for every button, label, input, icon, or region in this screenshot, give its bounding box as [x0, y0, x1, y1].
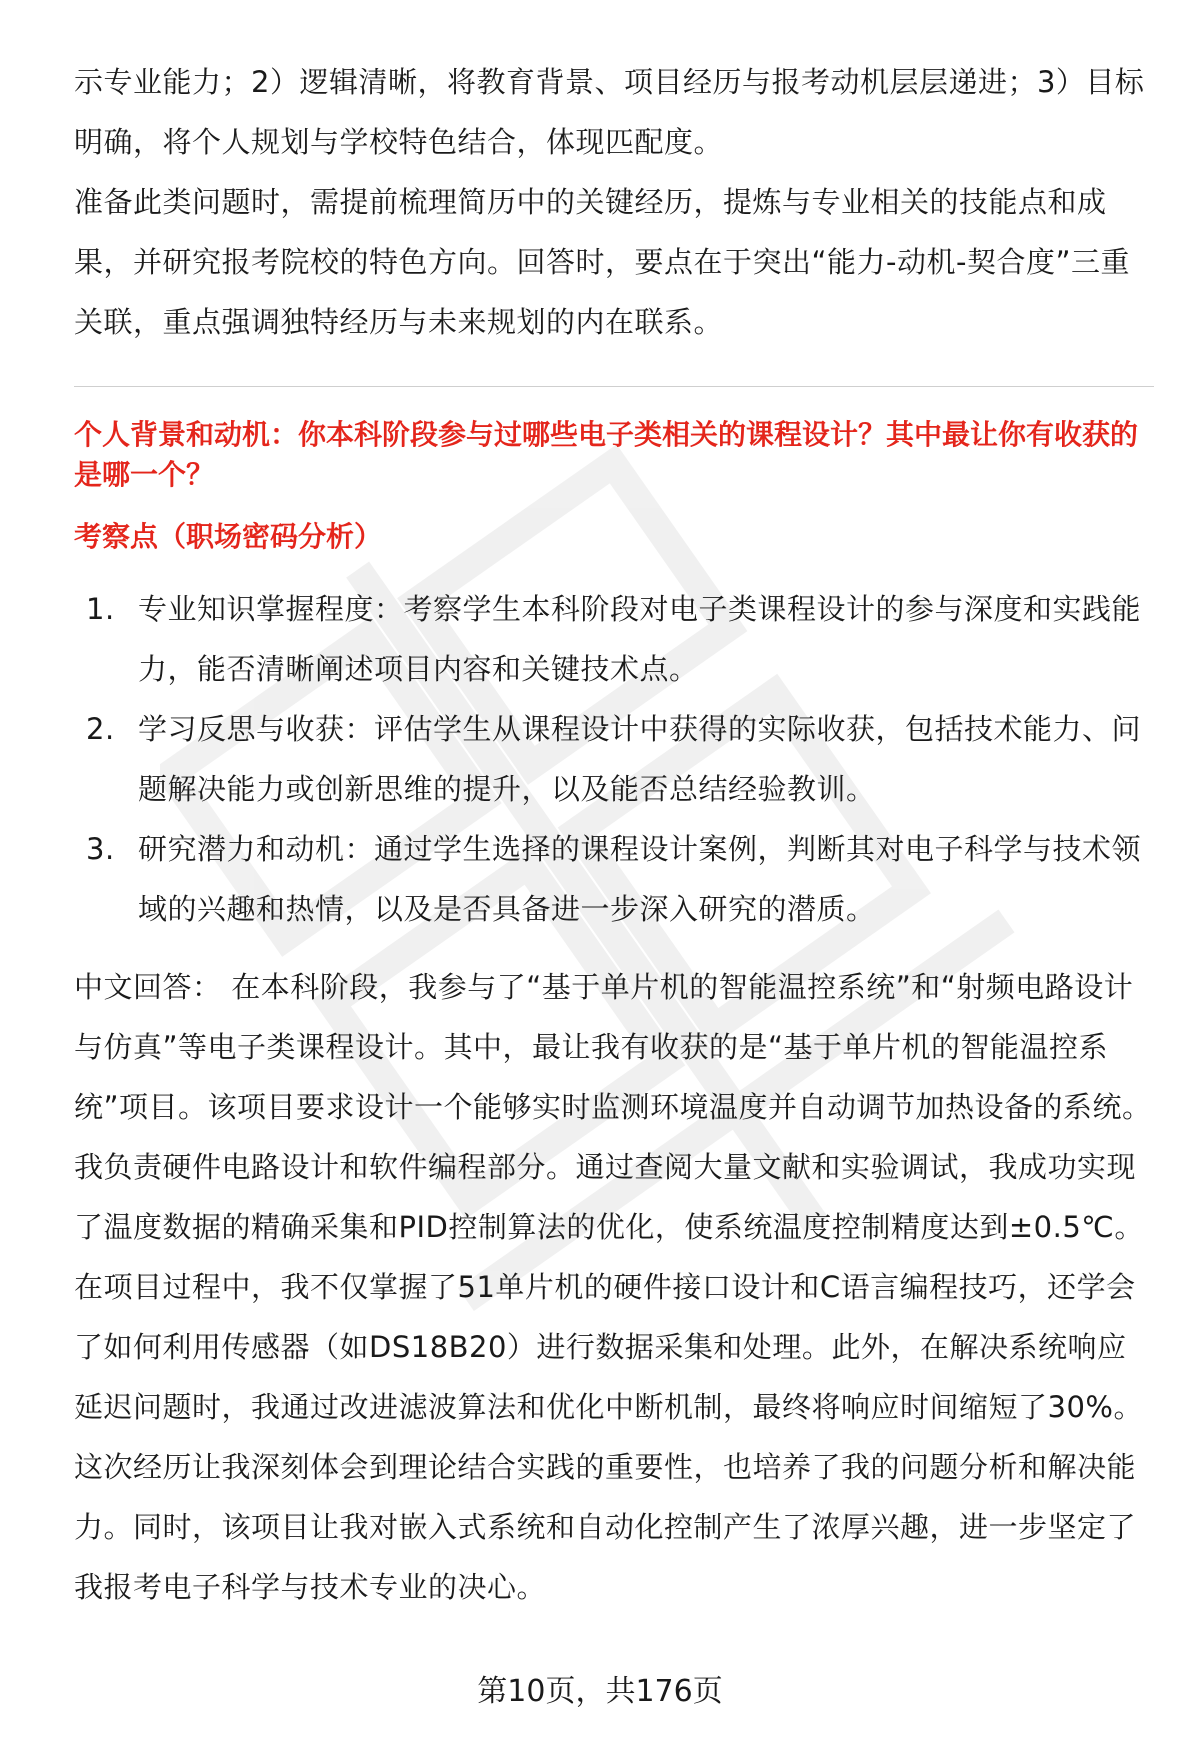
- list-item: [74, 579, 1154, 699]
- answer-paragraph: 中文回答： 在本科阶段，我参与了“基于单片机的智能温控系统”和“射频电路设计与仿真”等电子类课程设计。其中，最让我有收获的是“基于单片机的智能温控系统”项目。该项目要求设计一个能够实时监测环境温度并自动调节加热设备的系统。我负责硬件电路设计和软件编程部分。通过查阅大量文献和实验调试，我成功实现了温度数据的精确采集和PID控制算法的优化，使系统温度控制精度达到±0.5℃。在项目过程中，我不仅掌握了51单片机的硬件接口设计和C语言编程技巧，还学会了如何利用传感器（如DS18B20）进行数据采集和处理。此外，在解决系统响应延迟问题时，我通过改进滤波算法和优化中断机制，最终将响应时间缩短了30%。这次经历让我深刻体会到理论结合实践的重要性，也培养了我的问题分析和解决能力。同时，该项目让我对嵌入式系统和自动化控制产生了浓厚兴趣，进一步坚定了我报考电子科学与技术专业的决心。: [74, 970, 1152, 1604]
- list-item-text: 专业知识掌握程度：考察学生本科阶段对电子类课程设计的参与深度和实践能力，能否清晰阐述项目内容和关键技术点。: [138, 592, 1142, 686]
- list-item-number: 1.: [86, 592, 115, 626]
- main-content: [74, 52, 1154, 1617]
- section-divider: [74, 386, 1154, 387]
- assessment-points-heading: 考察点（职场密码分析）: [74, 520, 383, 553]
- list-item-number: 3.: [86, 832, 115, 866]
- list-item: [74, 699, 1154, 819]
- list-item: [74, 819, 1154, 939]
- intro-paragraph-2: 准备此类问题时，需提前梳理简历中的关键经历，提炼与专业相关的技能点和成果，并研究报考院校的特色方向。回答时，要点在于突出“能力-动机-契合度”三重关联，重点强调独特经历与未来规划的内在联系。: [74, 185, 1130, 339]
- list-item-text: 学习反思与收获：评估学生从课程设计中获得的实际收获，包括技术能力、问题解决能力或创新思维的提升，以及能否总结经验教训。: [138, 712, 1142, 806]
- assessment-points-list: [74, 579, 1154, 939]
- page-footer: 第10页，共176页: [477, 1674, 723, 1709]
- question-heading: 个人背景和动机：你本科阶段参与过哪些电子类相关的课程设计？其中最让你有收获的是哪一个？: [74, 418, 1139, 491]
- intro-paragraph-1: 示专业能力；2）逻辑清晰，将教育背景、项目经历与报考动机层层递进；3）目标明确，将个人规划与学校特色结合，体现匹配度。: [74, 65, 1145, 159]
- list-item-text: 研究潜力和动机：通过学生选择的课程设计案例，判断其对电子科学与技术领域的兴趣和热情，以及是否具备进一步深入研究的潜质。: [138, 832, 1142, 926]
- list-item-number: 2.: [86, 712, 115, 746]
